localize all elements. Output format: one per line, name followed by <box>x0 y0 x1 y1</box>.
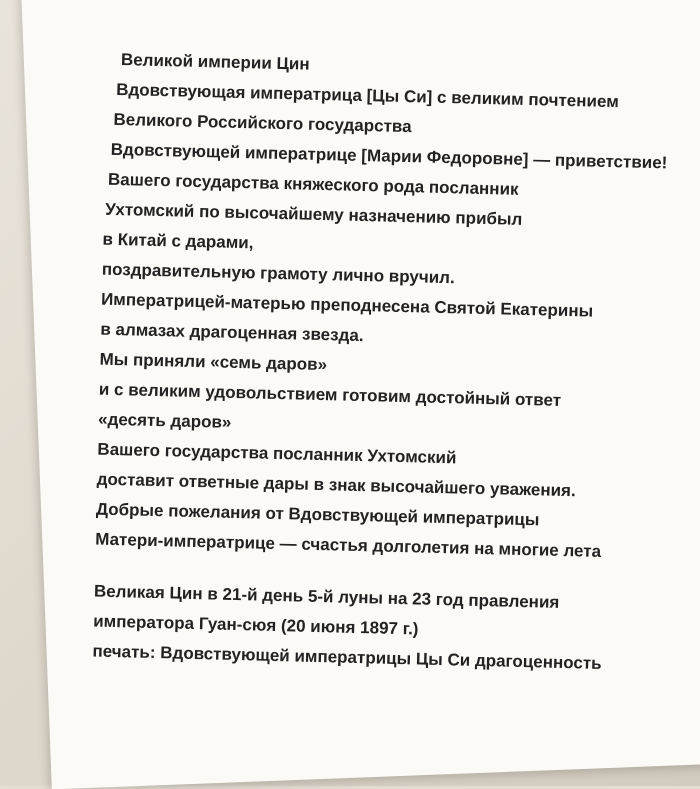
letter-line: в Китай с дарами, <box>102 229 254 253</box>
letter-line: и с великим удовольствием готовим достойный ответ <box>98 379 562 410</box>
letter-line: Добрые пожелания от Вдовствующей императрицы <box>95 499 540 530</box>
letter-line: доставит ответные дары в знак высочайшего уважения. <box>96 469 576 501</box>
letter-line: Вдовствующей императрице [Марии Федоровне] — приветствие! <box>110 139 668 173</box>
letter-line: Великой империи Цин <box>120 50 310 74</box>
letter-line: Вашего государства посланник Ухтомский <box>97 439 457 468</box>
letter-line: Вдовствующая императрица [Цы Си] с великим почтением <box>115 79 620 112</box>
letter-line: Императрицей-матерью преподнесена Святой Екатерины <box>100 289 594 321</box>
placard <box>20 0 700 789</box>
letter-line: поздравительную грамоту лично вручил. <box>101 259 455 288</box>
letter-line: Матери-императрице — счастья долголетия на многие лета <box>95 529 602 561</box>
letter-line: Вашего государства княжеского рода посланник <box>107 169 519 199</box>
letter-line: «десять даров» <box>97 409 232 432</box>
letter-line: Ухтомский по высочайшему назначению прибыл <box>105 199 523 229</box>
letter-line: Великого Российского государства <box>113 109 412 137</box>
closing-line: печать: Вдовствующей императрицы Цы Си драгоценность <box>92 641 602 673</box>
letter-text <box>92 45 667 680</box>
letter-line: Мы приняли «семь даров» <box>99 349 328 375</box>
closing-line: императора Гуан-сюя (20 июня 1897 г.) <box>92 611 419 639</box>
closing-line: Великая Цин в 21-й день 5-й луны на 23 год правления <box>93 581 560 612</box>
letter-line: в алмазах драгоценная звезда. <box>100 319 364 346</box>
